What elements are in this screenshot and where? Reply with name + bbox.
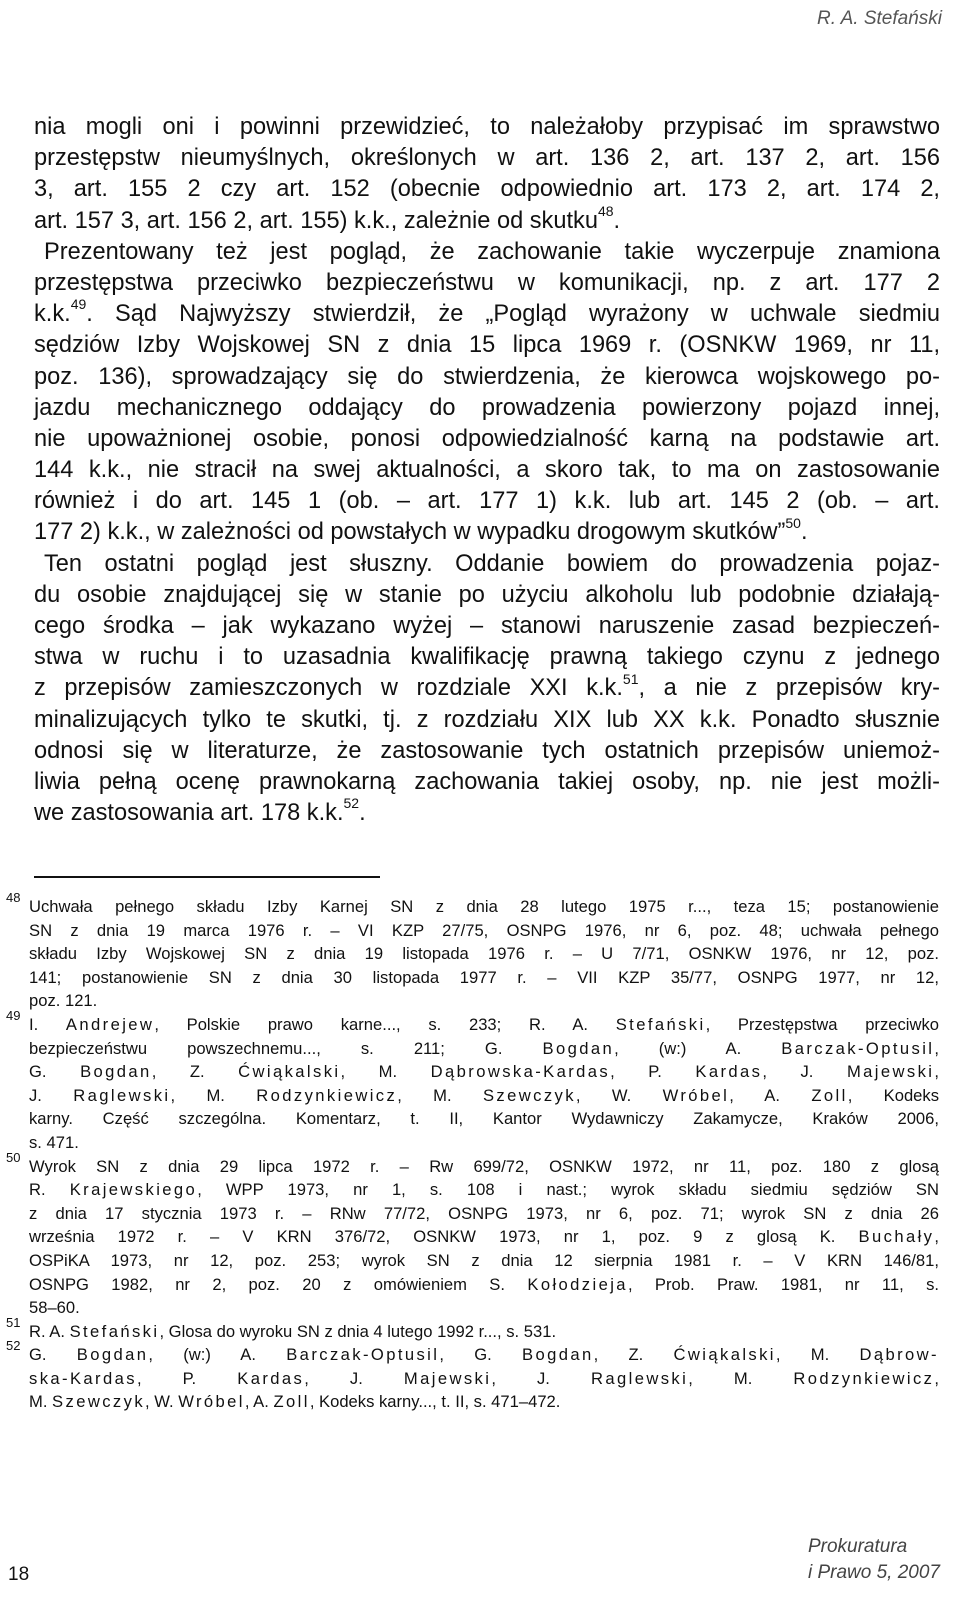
footnote-line: OSPiKA 1973, nr 12, poz. 253; wyrok SN z dnia 12 sierpnia 1981 r. – V KRN 146/81, <box>29 1250 939 1270</box>
footnote-line: Wyrok SN z dnia 29 lipca 1972 r. – Rw 699/72, OSNKW 1972, nr 11, poz. 180 z glosą <box>29 1156 939 1176</box>
footnote-line: składu Izby Wojskowej SN z dnia 19 listopada 1976 r. – U 7/71, OSNKW 1976, nr 12, poz. <box>29 944 939 964</box>
footnote <box>0 1149 960 1320</box>
footnote-line: I. Andrejew, Polskie prawo karne..., s. 233; R. A. Stefański, Przestępstwa przeciwko <box>29 1014 939 1034</box>
text-line: nia mogli oni i powinni przewidzieć, to należałoby przypisać im sprawstwo <box>34 114 940 140</box>
text-line: nie upoważnionej osobie, ponosi odpowiedzialność karną na podstawie art. <box>34 425 940 452</box>
footnote-separator <box>34 876 380 878</box>
footnote-ref: 51 <box>622 670 639 687</box>
text-line: jazdu mechanicznego oddający do prowadzenia powierzony pojazd innej, <box>34 394 940 421</box>
footnote-number: 51 <box>6 1314 21 1330</box>
footnote-line: SN z dnia 19 marca 1976 r. – VI KZP 27/75, OSNPG 1976, nr 6, poz. 48; uchwała pełnego <box>29 920 939 940</box>
journal-issue: i Prawo 5, 2007 <box>807 1562 940 1583</box>
text-line: 177 2) k.k., w zależności od powstałych w wypadku drogowym skutków”$^{50}$. <box>34 514 808 546</box>
footnote-line: G. Bogdan, Z. Ćwiąkalski, M. Dąbrowska-Kardas, P. Kardas, J. Majewski, <box>29 1062 940 1082</box>
text-line: liwia pełną ocenę prawnokarną zachowania takiej osoby, np. nie jest możli- <box>34 768 940 795</box>
text-line: odnosi się w literaturze, że zastosowanie tych ostatnich przepisów uniemoż- <box>34 737 940 764</box>
footnote-line: Uchwała pełnego składu Izby Karnej SN z dnia 28 lutego 1975 r..., teza 15; postanowienie <box>29 897 939 916</box>
text-line: 3, art. 155 2 czy art. 152 (obecnie odpowiednio art. 173 2, art. 174 2, <box>34 176 940 203</box>
text-line: 144 k.k., nie stracił na swej aktualności, a skoro tak, to ma on zastosowanie <box>34 457 940 484</box>
footnote-line: G. Bogdan, (w:) A. Barczak-Optusil, G. Bogdan, Z. Ćwiąkalski, M. Dąbrow- <box>29 1345 939 1365</box>
footnotes <box>0 890 960 1414</box>
footnote <box>0 890 960 1013</box>
footnote-number: 49 <box>6 1007 21 1023</box>
text-line: du osobie znajdującej się w stanie po użyciu alkoholu lub podobnie działają- <box>34 581 940 608</box>
text-line: minalizujących tylko te skutki, tj. z rozdziału XIX lub XX k.k. Ponadto słusznie <box>34 706 940 733</box>
text-line: z przepisów zamieszczonych w rozdziale XXI k.k.$^{51}$, a nie z przepisów kry- <box>34 670 941 702</box>
footnote <box>0 1338 960 1414</box>
footnote-number: 50 <box>6 1149 21 1165</box>
footnote-line: ska-Kardas, P. Kardas, J. Majewski, J. Raglewski, M. Rodzynkiewicz, <box>29 1368 939 1388</box>
footnote-line: s. 471. <box>29 1132 79 1152</box>
text-line: k.k.$^{49}$. Sąd Najwyższy stwierdził, że „Pogląd wyrażony w uchwale siedmiu <box>34 296 940 328</box>
journal-info <box>808 1534 940 1586</box>
text-line: przestępstw nieumyślnych, określonych w art. 136 2, art. 137 2, art. 156 <box>34 145 940 172</box>
footnote-line: września 1972 r. – V KRN 376/72, OSNKW 1973, nr 1, poz. 9 z glosą K. Buchały, <box>29 1227 939 1247</box>
footnote <box>0 1314 960 1344</box>
footnote-ref: 52 <box>343 795 360 812</box>
footnote-line: 141; postanowienie SN z dnia 30 listopada 1977 r. – VII KZP 35/77, OSNPG 1977, nr 12, <box>29 967 939 987</box>
footnote-ref: 48 <box>597 202 614 219</box>
text-line: stwa w ruchu i to uzasadnia kwalifikację prawną takiego czynu z jednego <box>34 644 940 671</box>
footnote-line: J. Raglewski, M. Rodzynkiewicz, M. Szewczyk, W. Wróbel, A. Zoll, Kodeks <box>29 1085 939 1105</box>
footnote-line: R. A. Stefański, Glosa do wyroku SN z dnia 4 lutego 1992 r..., s. 531. <box>29 1321 557 1341</box>
footnote-line: poz. 121. <box>29 991 98 1011</box>
footnote-line: R. Krajewskiego, WPP 1973, nr 1, s. 108 i nast.; wyrok składu siedmiu sędziów SN <box>29 1180 939 1200</box>
footnote-ref: 49 <box>70 296 87 313</box>
text-line: poz. 136), sprowadzający się do stwierdzenia, że kierowca wojskowego po- <box>34 363 940 390</box>
main-text <box>34 112 940 829</box>
footnote-number: 48 <box>6 890 21 905</box>
footnote-number: 52 <box>6 1338 21 1354</box>
footnote-line: z dnia 17 stycznia 1973 r. – RNw 77/72, OSNPG 1973, nr 6, poz. 71; wyrok SN z dnia 26 <box>29 1203 939 1223</box>
footnote-ref: 50 <box>785 514 801 531</box>
journal-name: Prokuratura <box>807 1536 908 1557</box>
footnote-line: OSNPG 1982, nr 2, poz. 20 z omówieniem S. Kołodzieja, Prob. Praw. 1981, nr 11, s. <box>29 1274 939 1294</box>
footnote-line: 58–60. <box>29 1298 80 1318</box>
text-line: Prezentowany też jest pogląd, że zachowanie takie wyczerpuje znamiona <box>44 238 940 265</box>
running-header-author: R. A. Stefański <box>817 8 942 29</box>
text-line: Ten ostatni pogląd jest słuszny. Oddanie bowiem do prowadzenia pojaz- <box>44 550 940 577</box>
text-line: we zastosowania art. 178 k.k.$^{52}$. <box>34 795 366 827</box>
text-line: cego środka – jak wykazano wyżej – stanowi naruszenie zasad bezpieczeń- <box>34 613 940 639</box>
footnote <box>0 1007 960 1155</box>
page-number: 18 <box>8 1564 30 1585</box>
text-line: również i do art. 145 1 (ob. – art. 177 1) k.k. lub art. 145 2 (ob. – art. <box>34 488 940 515</box>
text-line: art. 157 3, art. 156 2, art. 155) k.k., zależnie od skutku$^{48}$. <box>34 202 621 234</box>
footnote-line: bezpieczeństwu powszechnemu..., s. 211; G. Bogdan, (w:) A. Barczak-Optusil, <box>29 1038 939 1058</box>
footnote-line: M. Szewczyk, W. Wróbel, A. Zoll, Kodeks karny..., t. II, s. 471–472. <box>29 1392 561 1412</box>
text-line: sędziów Izby Wojskowej SN z dnia 15 lipca 1969 r. (OSNKW 1969, nr 11, <box>34 332 940 359</box>
text-line: przestępstwa przeciwko bezpieczeństwu w komunikacji, np. z art. 177 2 <box>34 269 940 296</box>
footnote-line: karny. Część szczególna. Komentarz, t. II, Kantor Wydawniczy Zakamycze, Kraków 2006, <box>29 1109 939 1129</box>
